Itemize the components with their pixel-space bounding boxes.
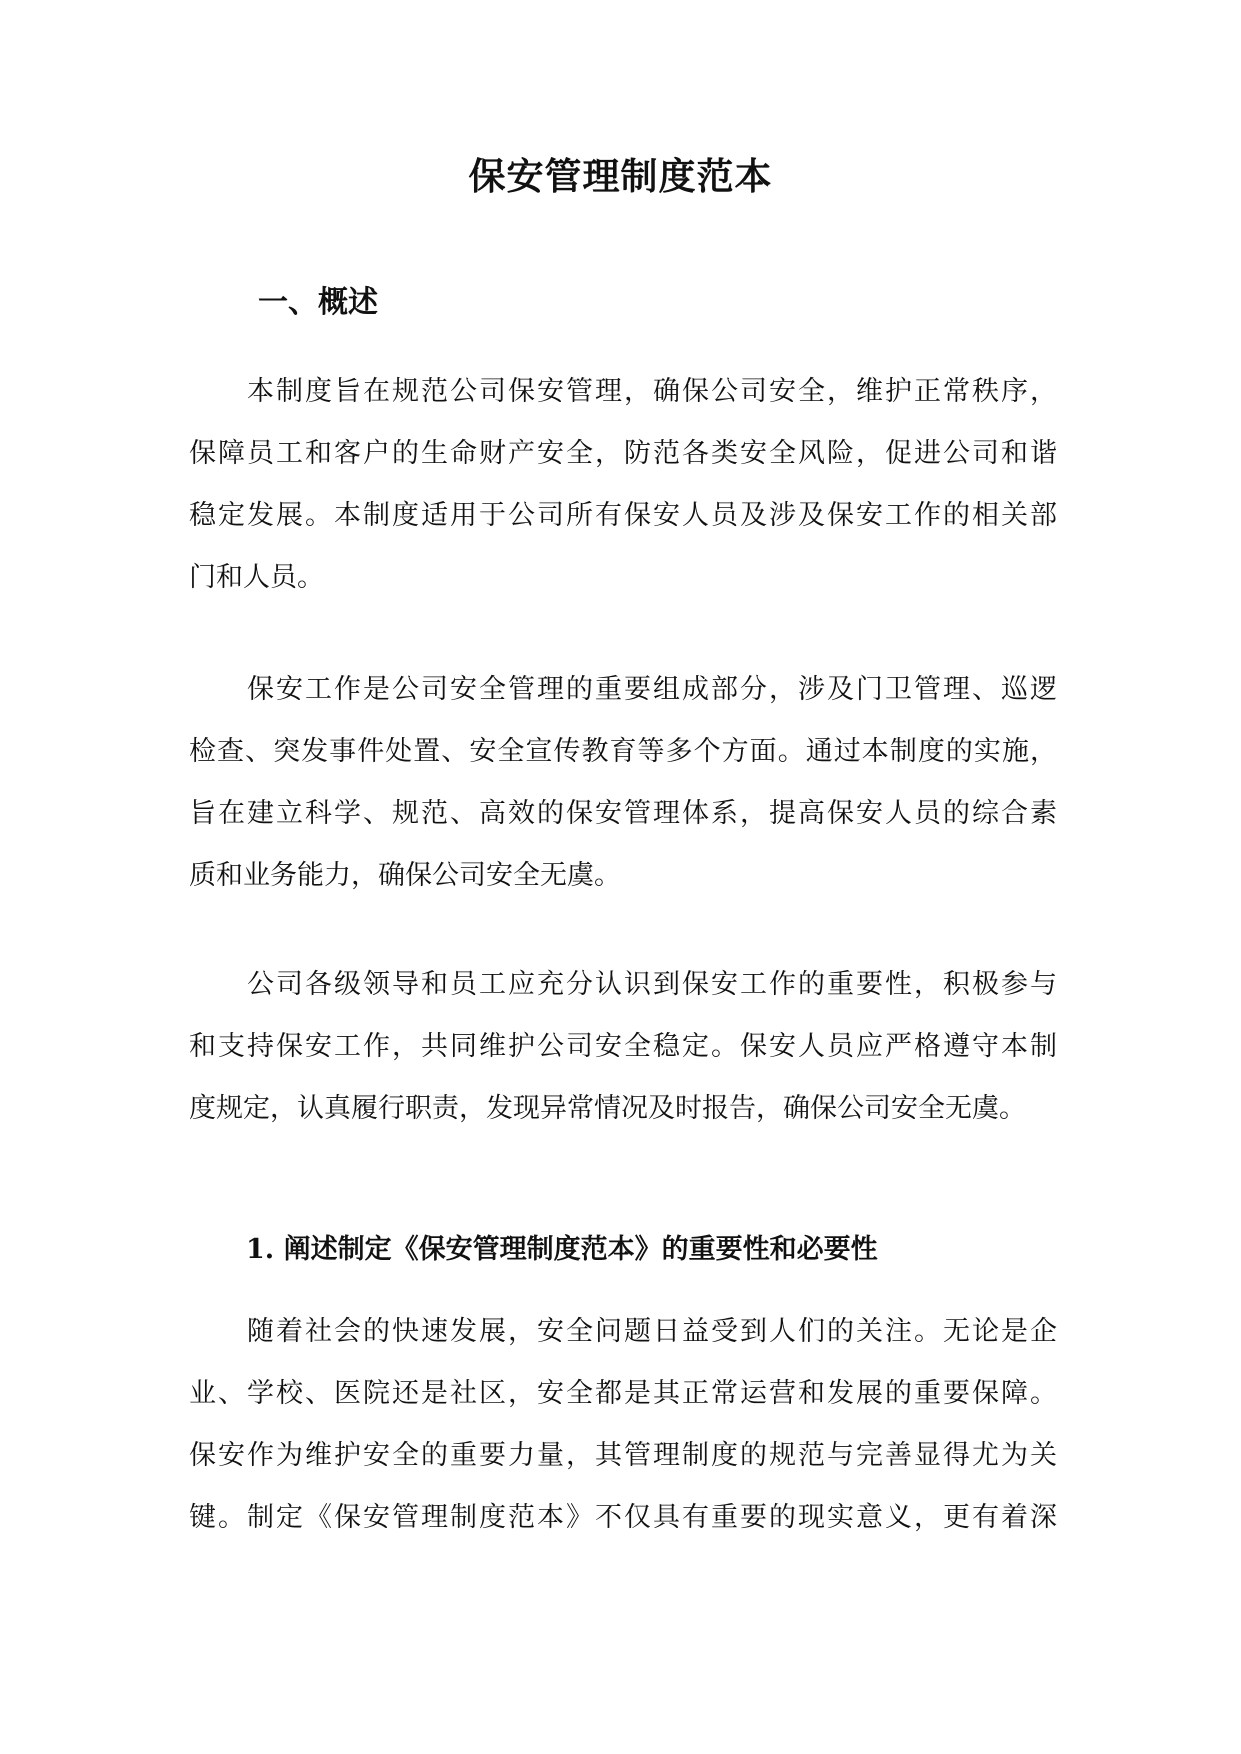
paragraph-line: 公司各级领导和员工应充分认识到保安工作的重要性，积极参与: [247, 969, 1057, 1000]
paragraph-line: 稳定发展。本制度适用于公司所有保安人员及涉及保安工作的相关部: [189, 500, 1057, 531]
paragraph-line: 旨在建立科学、规范、高效的保安管理体系，提高保安人员的综合素: [189, 798, 1057, 829]
paragraph-scope: [189, 659, 1057, 907]
paragraph-line: 保安工作是公司安全管理的重要组成部分，涉及门卫管理、巡逻: [247, 674, 1057, 705]
paragraph-line: 随着社会的快速发展，安全问题日益受到人们的关注。无论是企: [247, 1316, 1057, 1347]
paragraph-line: 业、学校、医院还是社区，安全都是其正常运营和发展的重要保障。: [189, 1378, 1057, 1409]
paragraph-responsibility: [189, 954, 1057, 1140]
paragraph-purpose: [189, 361, 1057, 609]
document-title: 保安管理制度范本: [468, 154, 773, 198]
section-heading-overview: 一、概述: [258, 285, 378, 320]
paragraph-line: 本制度旨在规范公司保安管理，确保公司安全，维护正常秩序，: [247, 376, 1057, 407]
paragraph-importance: [189, 1301, 1057, 1549]
paragraph-line: 门和人员。: [189, 562, 324, 593]
paragraph-line: 和支持保安工作，共同维护公司安全稳定。保安人员应严格遵守本制: [189, 1031, 1057, 1062]
paragraph-line: 键。制定《保安管理制度范本》不仅具有重要的现实意义，更有着深: [189, 1502, 1057, 1533]
paragraph-line: 质和业务能力，确保公司安全无虞。: [189, 860, 621, 891]
paragraph-line: 保障员工和客户的生命财产安全，防范各类安全风险，促进公司和谐: [189, 438, 1057, 469]
subheading-importance: 1. 阐述制定《保安管理制度范本》的重要性和必要性: [246, 1234, 878, 1265]
paragraph-line: 保安作为维护安全的重要力量，其管理制度的规范与完善显得尤为关: [189, 1440, 1057, 1471]
paragraph-line: 检查、突发事件处置、安全宣传教育等多个方面。通过本制度的实施，: [189, 736, 1057, 767]
paragraph-line: 度规定，认真履行职责，发现异常情况及时报告，确保公司安全无虞。: [189, 1093, 1026, 1124]
